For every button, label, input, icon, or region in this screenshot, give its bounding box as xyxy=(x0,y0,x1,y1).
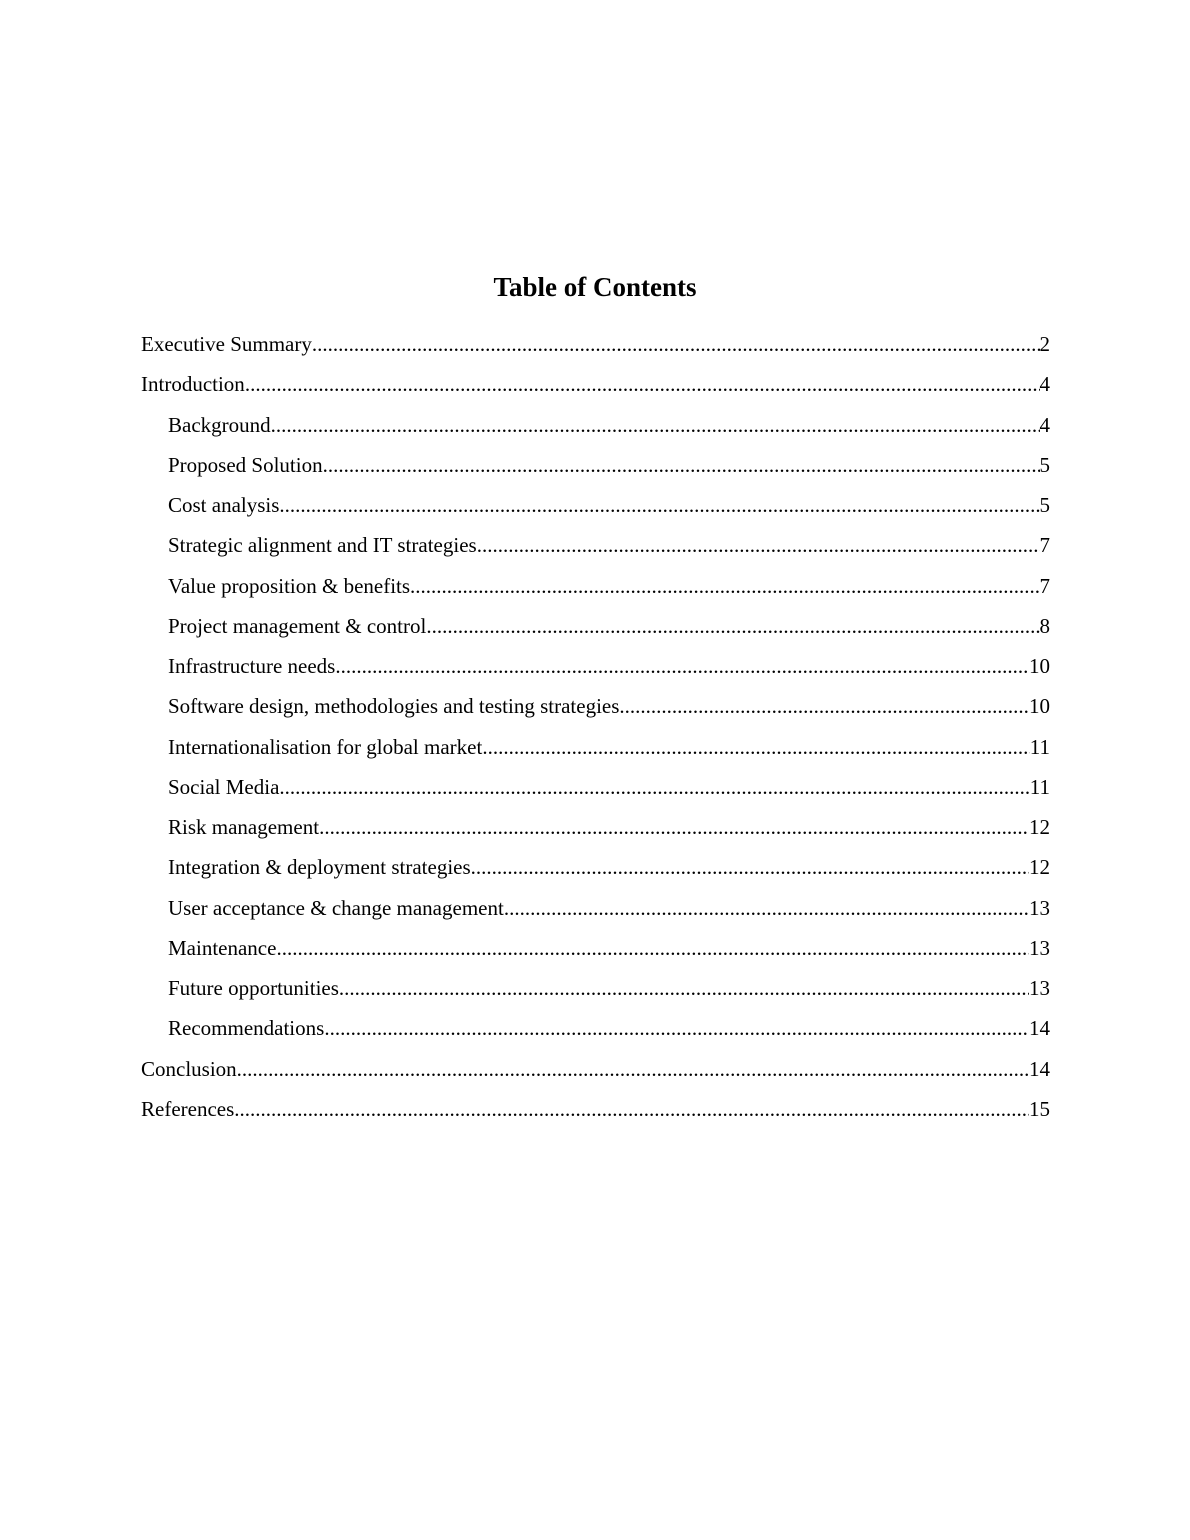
toc-entry[interactable] xyxy=(141,733,1050,773)
toc-dot-leader xyxy=(339,974,1029,1002)
toc-entry-label: Conclusion xyxy=(141,1056,237,1081)
toc-entry-page-number: 14 xyxy=(1029,1056,1050,1081)
toc-entry-label: Infrastructure needs xyxy=(168,654,336,678)
toc-entry[interactable] xyxy=(141,894,1050,934)
toc-entry-page-number: 7 xyxy=(1039,533,1050,558)
toc-entry-label: Integration & deployment strategies xyxy=(168,855,471,880)
toc-entry-label: Recommendations xyxy=(168,1016,325,1041)
toc-entry-label: Value proposition & benefits xyxy=(168,573,411,598)
toc-entry-label: Cost analysis xyxy=(168,493,280,517)
toc-entry-label: Risk management xyxy=(168,815,320,839)
toc-entry[interactable] xyxy=(141,1095,1050,1135)
toc-entry-label: Introduction xyxy=(141,372,245,397)
toc-entry-page-number: 4 xyxy=(1039,372,1050,397)
toc-entry-page-number: 7 xyxy=(1039,573,1050,598)
toc-dot-leader xyxy=(482,733,1029,761)
toc-list xyxy=(141,330,1050,1135)
toc-entry-label: Future opportunities xyxy=(168,976,339,1000)
toc-entry[interactable] xyxy=(141,491,1050,531)
toc-dot-leader xyxy=(471,853,1029,881)
toc-entry[interactable] xyxy=(141,934,1050,974)
toc-entry-label: Background xyxy=(168,412,271,437)
toc-title: Table of Contents xyxy=(493,272,697,302)
toc-entry[interactable] xyxy=(141,531,1050,571)
toc-dot-leader xyxy=(245,370,1040,398)
toc-dot-leader xyxy=(426,612,1039,640)
toc-entry-label: User acceptance & change management xyxy=(168,895,504,920)
toc-dot-leader xyxy=(279,773,1029,801)
toc-dot-leader xyxy=(504,894,1029,922)
toc-entry[interactable] xyxy=(141,330,1050,370)
toc-entry[interactable] xyxy=(141,652,1050,692)
toc-entry-page-number: 5 xyxy=(1039,493,1050,517)
toc-entry-label: Social Media xyxy=(168,774,280,799)
toc-dot-leader xyxy=(271,411,1040,439)
toc-entry-page-number: 13 xyxy=(1029,895,1050,920)
toc-dot-leader xyxy=(279,491,1039,519)
toc-entry-page-number: 10 xyxy=(1029,654,1050,678)
toc-entry-page-number: 12 xyxy=(1029,815,1050,839)
toc-dot-leader xyxy=(410,572,1039,600)
toc-entry[interactable] xyxy=(141,692,1050,732)
toc-entry[interactable] xyxy=(141,451,1050,491)
toc-entry-page-number: 5 xyxy=(1039,452,1050,477)
toc-entry-page-number: 13 xyxy=(1029,976,1050,1000)
toc-entry-label: Project management & control xyxy=(168,613,427,638)
toc-entry-page-number: 14 xyxy=(1029,1016,1050,1041)
toc-entry-page-number: 12 xyxy=(1029,855,1050,880)
toc-entry[interactable] xyxy=(141,370,1050,410)
toc-dot-leader xyxy=(477,531,1040,559)
toc-entry[interactable] xyxy=(141,813,1050,853)
toc-entry-label: Proposed Solution xyxy=(168,452,323,477)
toc-entry[interactable] xyxy=(141,773,1050,813)
toc-entry-page-number: 8 xyxy=(1039,613,1050,638)
toc-entry[interactable] xyxy=(141,1055,1050,1095)
toc-dot-leader xyxy=(324,1014,1029,1042)
toc-entry-page-number: 13 xyxy=(1029,935,1050,960)
toc-entry-page-number: 11 xyxy=(1029,734,1050,759)
toc-dot-leader xyxy=(237,1055,1029,1083)
toc-entry-page-number: 11 xyxy=(1029,774,1050,799)
toc-entry[interactable] xyxy=(141,974,1050,1014)
toc-entry[interactable] xyxy=(141,411,1050,451)
toc-dot-leader xyxy=(234,1095,1029,1123)
toc-entry[interactable] xyxy=(141,1014,1050,1054)
toc-entry-page-number: 4 xyxy=(1039,412,1050,437)
toc-dot-leader xyxy=(276,934,1029,962)
toc-entry[interactable] xyxy=(141,572,1050,612)
toc-entry-page-number: 10 xyxy=(1029,694,1050,719)
toc-dot-leader xyxy=(319,813,1029,841)
toc-dot-leader xyxy=(335,652,1029,680)
toc-entry-label: Software design, methodologies and testing strategies xyxy=(168,694,620,719)
toc-entry-label: References xyxy=(141,1096,235,1121)
toc-entry-label: Executive Summary xyxy=(141,332,312,356)
toc-dot-leader xyxy=(312,330,1040,358)
toc-dot-leader xyxy=(323,451,1040,479)
toc-entry-page-number: 15 xyxy=(1029,1096,1050,1121)
toc-entry-label: Internationalisation for global market xyxy=(168,734,483,759)
toc-entry-label: Maintenance xyxy=(168,935,277,960)
toc-entry-label: Strategic alignment and IT strategies xyxy=(168,533,477,558)
toc-entry-page-number: 2 xyxy=(1039,332,1050,356)
toc-dot-leader xyxy=(619,692,1029,720)
toc-entry[interactable] xyxy=(141,853,1050,893)
toc-entry[interactable] xyxy=(141,612,1050,652)
